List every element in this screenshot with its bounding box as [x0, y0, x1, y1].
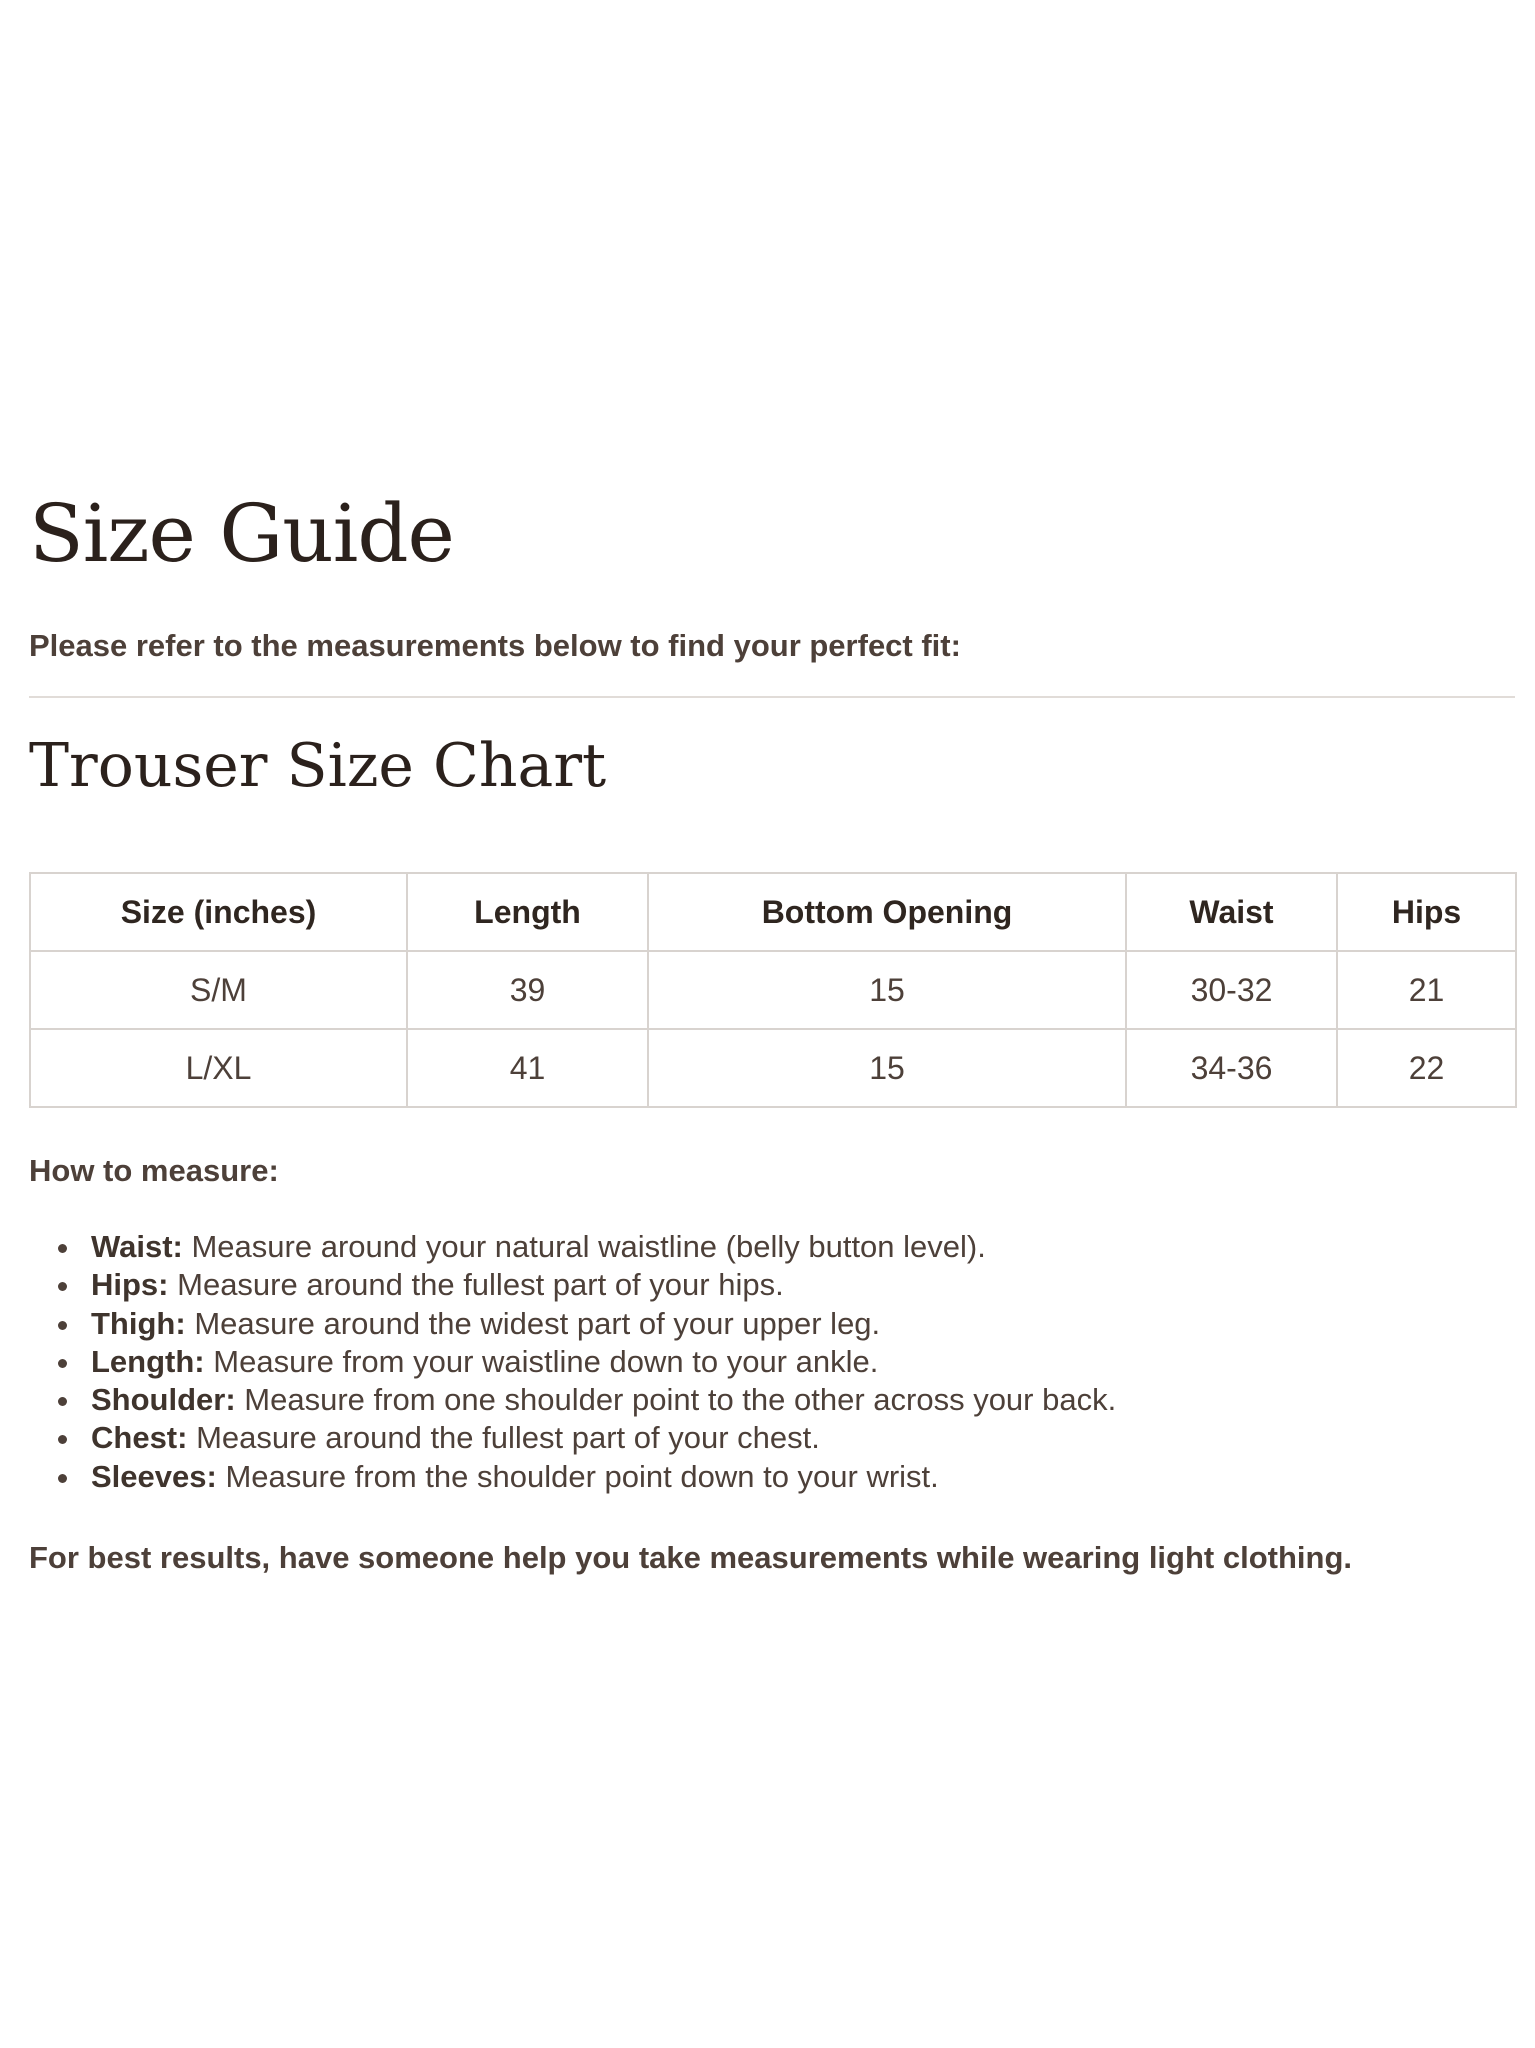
tip-term: Length: [91, 1343, 205, 1379]
size-table [29, 872, 1517, 1108]
cell-size: S/M [30, 951, 407, 1029]
header-waist: Waist [1126, 873, 1337, 951]
header-length: Length [407, 873, 648, 951]
bullet-icon [58, 1321, 67, 1330]
tip-text: Measure around the widest part of your upper leg. [194, 1305, 881, 1341]
tip-text: Measure from one shoulder point to the other across your back. [244, 1382, 1117, 1418]
tip-text: Measure around the fullest part of your hips. [177, 1267, 784, 1303]
bullet-icon [58, 1244, 67, 1253]
header-hips: Hips [1337, 873, 1516, 951]
list-item [29, 1419, 1116, 1457]
cell-waist: 34-36 [1126, 1029, 1337, 1107]
measurement-tips-list [29, 1228, 1116, 1496]
tip-text: Measure from your waistline down to your ankle. [213, 1343, 879, 1379]
list-item [29, 1458, 1116, 1496]
cell-hips: 21 [1337, 951, 1516, 1029]
cell-bottom-opening: 15 [648, 1029, 1126, 1107]
list-item [29, 1343, 1116, 1381]
tip-term: Thigh: [91, 1305, 186, 1341]
intro-text: Please refer to the measurements below to find your perfect fit: [29, 628, 961, 663]
page-title: Size Guide [29, 487, 454, 580]
cell-bottom-opening: 15 [648, 951, 1126, 1029]
tip-term: Sleeves: [91, 1458, 217, 1494]
bullet-icon [58, 1435, 67, 1444]
bullet-icon [58, 1359, 67, 1368]
chart-title: Trouser Size Chart [29, 731, 607, 801]
cell-length: 41 [407, 1029, 648, 1107]
bullet-icon [58, 1397, 67, 1406]
tip-text: Measure around your natural waistline (belly button level). [191, 1229, 986, 1264]
list-item [29, 1381, 1116, 1419]
cell-size: L/XL [30, 1029, 407, 1107]
table-header-row [30, 873, 1516, 951]
cell-waist: 30-32 [1126, 951, 1337, 1029]
tip-term: Waist: [91, 1229, 183, 1264]
list-item [29, 1305, 1116, 1343]
cell-hips: 22 [1337, 1029, 1516, 1107]
bullet-icon [58, 1282, 67, 1291]
tip-term: Hips: [91, 1267, 169, 1303]
header-size: Size (inches) [30, 873, 407, 951]
cell-length: 39 [407, 951, 648, 1029]
how-to-measure-label: How to measure: [29, 1153, 279, 1188]
tip-text: Measure around the fullest part of your chest. [196, 1420, 820, 1456]
measurement-note: For best results, have someone help you take measurements while wearing light clothing. [29, 1540, 1352, 1575]
tip-term: Shoulder: [91, 1382, 236, 1418]
list-item [29, 1228, 1116, 1266]
section-divider [29, 696, 1515, 698]
list-item [29, 1266, 1116, 1304]
header-bottom-opening: Bottom Opening [648, 873, 1126, 951]
bullet-icon [58, 1474, 67, 1483]
tip-term: Chest: [91, 1420, 188, 1456]
table-row [30, 951, 1516, 1029]
tip-text: Measure from the shoulder point down to your wrist. [225, 1458, 939, 1494]
table-row [30, 1029, 1516, 1107]
